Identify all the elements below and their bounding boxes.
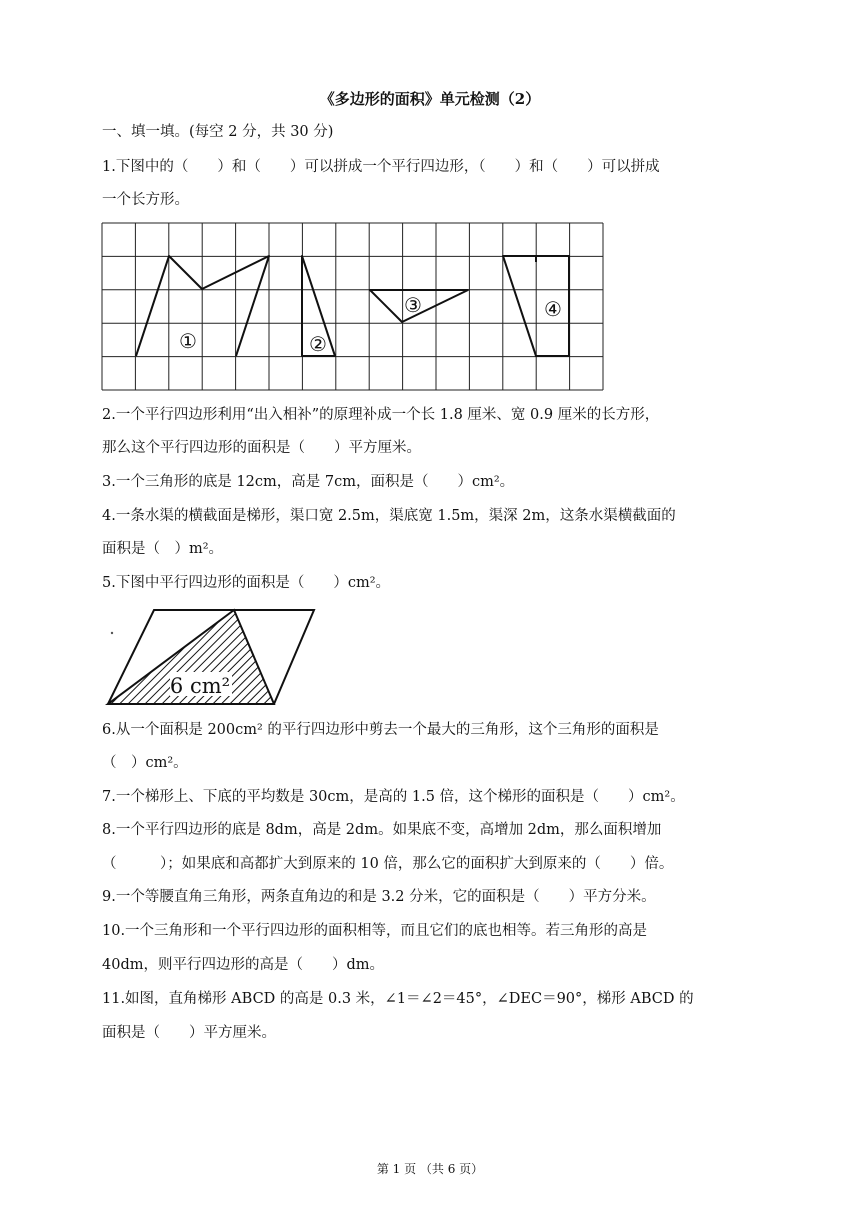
question-11-line-1: 11.如图，直角梯形 ABCD 的高是 0.3 米，∠1＝∠2＝45°，∠DEC＝90°，梯形 ABCD 的 (102, 991, 694, 1007)
section-heading: 一、填一填。(每空 2 分，共 30 分) (102, 124, 334, 140)
question-4-line-2: 面积是（ ）m²。 (102, 541, 224, 557)
question-4-line-1: 4.一条水渠的横截面是梯形，渠口宽 2.5m，渠底宽 1.5m，渠深 2m，这条水渠横截面的 (102, 508, 676, 524)
question-1-line-1: 1.下图中的（ ）和（ ）可以拼成一个平行四边形，（ ）和（ ）可以拼成 (102, 159, 660, 175)
page-footer: 第 1 页 （共 6 页） (376, 1162, 484, 1176)
question-7: 7.一个梯形上、下底的平均数是 30cm，是高的 1.5 倍，这个梯形的面积是（ ）cm²。 (102, 789, 685, 805)
question-3: 3.一个三角形的底是 12cm，高是 7cm，面积是（ ）cm²。 (102, 474, 515, 490)
question-10-line-1: 10.一个三角形和一个平行四边形的面积相等，而且它们的底也相等。若三角形的高是 (102, 923, 648, 939)
question-1-line-2: 一个长方形。 (102, 192, 189, 208)
question-6-line-1: 6.从一个面积是 200cm² 的平行四边形中剪去一个最大的三角形，这个三角形的面积是 (102, 722, 659, 738)
question-5: 5.下图中平行四边形的面积是（ ）cm²。 (102, 575, 391, 591)
question-6-line-2: （ ）cm²。 (102, 755, 188, 771)
question-2-line-2: 那么这个平行四边形的面积是（ ）平方厘米。 (102, 440, 421, 456)
label-shape-3: ③ (404, 293, 422, 317)
question-8-line-1: 8.一个平行四边形的底是 8dm，高是 2dm。如果底不变，高增加 2dm，那么面积增加 (102, 822, 662, 838)
question-2-line-1: 2.一个平行四边形利用“出入相补”的原理补成一个长 1.8 厘米、宽 0.9 厘米的长方形， (102, 407, 660, 423)
question-8-line-2: （ ）；如果底和高都扩大到原来的 10 倍，那么它的面积扩大到原来的（ ）倍。 (102, 856, 674, 872)
question-10-line-2: 40dm，则平行四边形的高是（ ）dm。 (102, 957, 385, 973)
question-9: 9.一个等腰直角三角形，两条直角边的和是 3.2 分米，它的面积是（ ）平方分米。 (102, 889, 656, 905)
page-title: 《多边形的面积》单元检测（2） (319, 90, 541, 108)
label-shape-1: ① (179, 329, 197, 353)
question-11-line-2: 面积是（ ）平方厘米。 (102, 1025, 276, 1041)
label-shape-4: ④ (544, 297, 562, 321)
question-5-parallelogram-figure (100, 604, 320, 712)
label-shape-2: ② (309, 332, 327, 356)
question-1-grid-figure (100, 222, 605, 392)
triangle-area-label: 6 cm² (169, 674, 231, 698)
